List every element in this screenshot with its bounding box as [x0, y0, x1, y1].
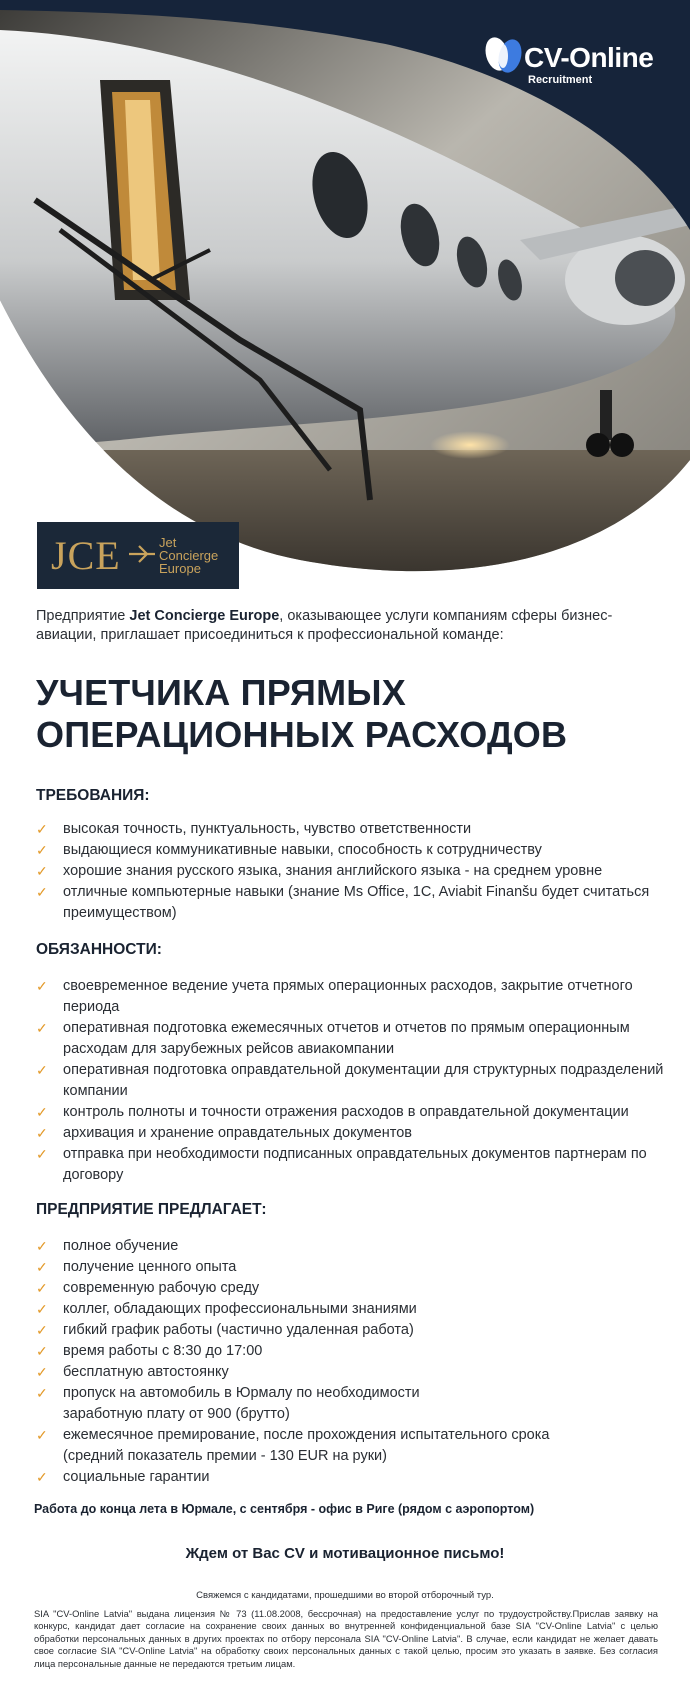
requirements-heading: ТРЕБОВАНИЯ:	[36, 787, 150, 804]
list-item-text: получение ценного опыта	[63, 1259, 237, 1275]
check-icon: ✓	[36, 1301, 48, 1317]
list-item	[36, 1362, 664, 1383]
job-title	[36, 672, 666, 756]
jet-plane-icon	[129, 544, 157, 564]
check-icon: ✓	[36, 1146, 48, 1162]
list-item	[36, 1320, 664, 1341]
list-item-text: высокая точность, пунктуальность, чувство ответственности	[63, 821, 472, 837]
list-item-text: время работы с 8:30 до 17:00	[63, 1343, 263, 1359]
check-icon: ✓	[36, 978, 48, 994]
job-title-line: УЧЕТЧИКА ПРЯМЫХ	[36, 672, 406, 713]
list-item	[36, 1236, 664, 1257]
check-icon: ✓	[36, 1259, 48, 1275]
list-item	[36, 1404, 664, 1425]
list-item	[36, 1383, 664, 1404]
list-item	[36, 1299, 664, 1320]
check-icon: ✓	[36, 842, 48, 858]
list-item	[36, 1341, 664, 1362]
check-icon: ✓	[36, 1343, 48, 1359]
list-item	[36, 1144, 664, 1186]
intro-paragraph	[36, 607, 664, 645]
check-icon: ✓	[36, 1469, 48, 1485]
jce-logo-word: Europe	[159, 561, 201, 576]
list-item	[36, 1425, 664, 1446]
check-icon: ✓	[36, 884, 48, 900]
list-item-text: заработную плату от 900 (брутто)	[63, 1406, 290, 1422]
check-icon: ✓	[36, 1104, 48, 1120]
requirements-list	[36, 819, 664, 924]
list-item	[36, 861, 664, 882]
list-item-text: оперативная подготовка оправдательной документации для структурных подразделений компании	[63, 1062, 664, 1099]
duties-heading: ОБЯЗАННОСТИ:	[36, 941, 162, 958]
duties-list	[36, 976, 664, 1186]
hero-jet-illustration	[0, 0, 690, 600]
list-item-text: хорошие знания русского языка, знания английского языка - на среднем уровне	[63, 863, 603, 879]
jce-logo-word: Jet	[159, 535, 177, 550]
check-icon: ✓	[36, 1238, 48, 1254]
check-icon: ✓	[36, 1062, 48, 1078]
offers-heading: ПРЕДПРИЯТИЕ ПРЕДЛАГАЕТ:	[36, 1201, 267, 1218]
list-item	[36, 1123, 664, 1144]
list-item-text: полное обучение	[63, 1238, 179, 1254]
job-title-line: ОПЕРАЦИОННЫХ РАСХОДОВ	[36, 714, 568, 755]
cv-online-wordmark: CV-Online	[524, 42, 654, 73]
intro-company-name: Jet Concierge Europe	[129, 608, 280, 624]
list-item-text: гибкий график работы (частично удаленная работа)	[63, 1322, 414, 1338]
intro-text-before: Предприятие	[36, 608, 130, 624]
list-item-text: архивация и хранение оправдательных документов	[63, 1125, 412, 1141]
cv-online-subtitle: Recruitment	[528, 74, 593, 86]
check-icon: ✓	[36, 1364, 48, 1380]
check-icon: ✓	[36, 1280, 48, 1296]
check-icon: ✓	[36, 1322, 48, 1338]
list-item	[36, 1060, 664, 1102]
list-item-text: бесплатную автостоянку	[63, 1364, 229, 1380]
list-item-text: выдающиеся коммуникативные навыки, способность к сотрудничеству	[63, 842, 542, 858]
check-icon: ✓	[36, 1020, 48, 1036]
check-icon: ✓	[36, 1427, 48, 1443]
list-item	[36, 1018, 664, 1060]
list-item-text: отправка при необходимости подписанных оправдательных документов партнерам по договору	[63, 1146, 647, 1183]
list-item	[36, 819, 664, 840]
check-icon: ✓	[36, 1385, 48, 1401]
jce-logo-mark: JCE	[51, 533, 121, 578]
legal-disclaimer: SIA "CV-Online Latvia" выдана лицензия № 73 (11.08.2008, бессрочная) на предоставление услуг по трудоустройству.Прислав заявку на конкурс, кандидат дает согласие на сохранение своих данных во внутренней конфиденциальной базе SIA "CV-Online Latvia" с целью обработки персональных данных в других проектах по отбору персонала SIA "CV-Online Latvia". В случае, если кандидат не желает давать свое согласие SIA "CV-Online Latvia" на обработку своих персональных данных с такой целью, просим это указать в заявке. Без согласия лица персональные данные не передаются третьим лицам.	[34, 1608, 658, 1669]
list-item-text: (средний показатель премии - 130 EUR на руки)	[63, 1448, 387, 1464]
cv-online-logo[interactable]	[484, 32, 674, 90]
check-icon: ✓	[36, 821, 48, 837]
list-item	[36, 1102, 664, 1123]
hero-banner	[0, 0, 690, 600]
list-item	[36, 976, 664, 1018]
work-location-note: Работа до конца лета в Юрмале, с сентября - офис в Риге (рядом с аэропортом)	[34, 1502, 535, 1516]
jce-company-logo	[37, 522, 239, 589]
call-to-action: Ждем от Вас CV и мотивационное письмо!	[185, 1545, 505, 1562]
list-item-text: социальные гарантии	[63, 1469, 210, 1485]
cv-online-mark-icon	[484, 32, 528, 76]
list-item-text: современную рабочую среду	[63, 1280, 260, 1296]
list-item-text: коллег, обладающих профессиональными знаниями	[63, 1301, 417, 1317]
list-item	[36, 1446, 664, 1467]
list-item	[36, 1278, 664, 1299]
list-item-text: оперативная подготовка ежемесячных отчетов и отчетов по прямым операционным расходам для зарубежных рейсов авиакомпании	[63, 1020, 630, 1057]
check-icon: ✓	[36, 1125, 48, 1141]
list-item	[36, 1467, 664, 1488]
list-item	[36, 840, 664, 861]
list-item-text: отличные компьютерные навыки (знание Ms Office, 1C, Aviabit Finanšu будет считаться преимуществом)	[63, 884, 650, 921]
list-item-text: своевременное ведение учета прямых операционных расходов, закрытие отчетного периода	[63, 978, 633, 1015]
list-item-text: контроль полноты и точности отражения расходов в оправдательной документации	[63, 1104, 629, 1120]
intro-text-after: , оказывающее услуги компаниям сферы бизнес-авиации, приглашает присоединиться к профессиональной команде:	[36, 608, 613, 643]
jce-logo-word: Concierge	[159, 548, 219, 563]
list-item	[36, 1257, 664, 1278]
contact-note: Свяжемся с кандидатами, прошедшими во второй отборочный тур.	[196, 1590, 494, 1601]
offers-list	[36, 1236, 664, 1488]
check-icon: ✓	[36, 863, 48, 879]
list-item-text: пропуск на автомобиль в Юрмалу по необходимости	[63, 1385, 420, 1401]
list-item	[36, 882, 664, 924]
jce-logo-words	[159, 536, 218, 575]
list-item-text: ежемесячное премирование, после прохождения испытательного срока	[63, 1427, 550, 1443]
